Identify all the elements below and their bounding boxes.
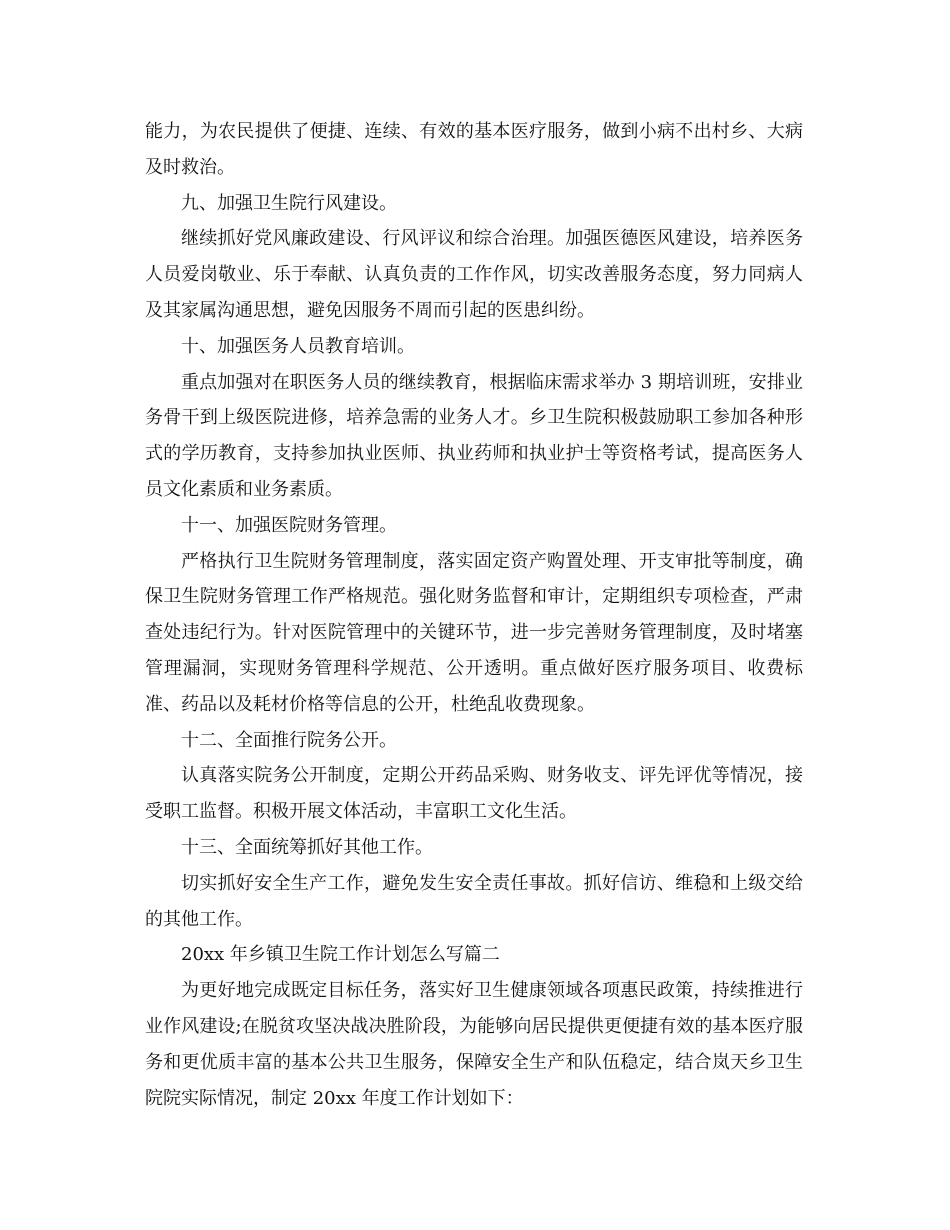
section-heading-13: 十三、全面统筹抓好其他工作。 (181, 836, 433, 858)
paragraph-section-9: 继续抓好党风廉政建设、行风评议和综合治理。加强医德医风建设，培养医务人员爱岗敬业、乐于奉献、认真负责的工作作风，切实改善服务态度，努力同病人及其家属沟通思想，避免因服务不周而引起的医患纠纷。 (145, 228, 803, 321)
section-heading-12: 十二、全面推行院务公开。 (181, 729, 397, 751)
paragraph-continuation: 能力，为农民提供了便捷、连续、有效的基本医疗服务，做到小病不出村乡、大病及时救治。 (145, 121, 803, 178)
paragraph-intro-part-2: 为更好地完成既定目标任务，落实好卫生健康领域各项惠民政策，持续推进行业作风建设;在脱贫攻坚决战决胜阶段，为能够向居民提供更便捷有效的基本医疗服务和更优质丰富的基本公共卫生服务，保障安全生产和队伍稳定，结合岚天乡卫生院院实际情况，制定 20xx 年度工作计划如下： (145, 980, 803, 1109)
section-heading-9: 九、加强卫生院行风建设。 (181, 192, 397, 214)
paragraph-section-13: 切实抓好安全生产工作，避免发生安全责任事故。抓好信访、维稳和上级交给的其他工作。 (145, 872, 803, 930)
paragraph-section-11: 严格执行卫生院财务管理制度，落实固定资产购置处理、开支审批等制度，确保卫生院财务管理工作严格规范。强化财务监督和审计，定期组织专项检查，严肃查处违纪行为。针对医院管理中的关键环节，进一步完善财务管理制度，及时堵塞管理漏洞，实现财务管理科学规范、公开透明。重点做好医疗服务项目、收费标准、药品以及耗材价格等信息的公开，杜绝乱收费现象。 (145, 550, 803, 715)
section-heading-11: 十一、加强医院财务管理。 (181, 514, 397, 536)
paragraph-section-12: 认真落实院务公开制度，定期公开药品采购、财务收支、评先评优等情况，接受职工监督。积极开展文体活动，丰富职工文化生活。 (145, 765, 803, 823)
paragraph-section-10: 重点加强对在职医务人员的继续教育，根据临床需求举办 3 期培训班，安排业务骨干到上级医院进修，培养急需的业务人才。乡卫生院积极鼓励职工参加各种形式的学历教育，支持参加执业医师、执业药师和执业护士等资格考试，提高医务人员文化素质和业务素质。 (145, 371, 803, 500)
article-title-part-2: 20xx 年乡镇卫生院工作计划怎么写篇二 (181, 944, 500, 966)
section-heading-10: 十、加强医务人员教育培训。 (181, 335, 415, 357)
